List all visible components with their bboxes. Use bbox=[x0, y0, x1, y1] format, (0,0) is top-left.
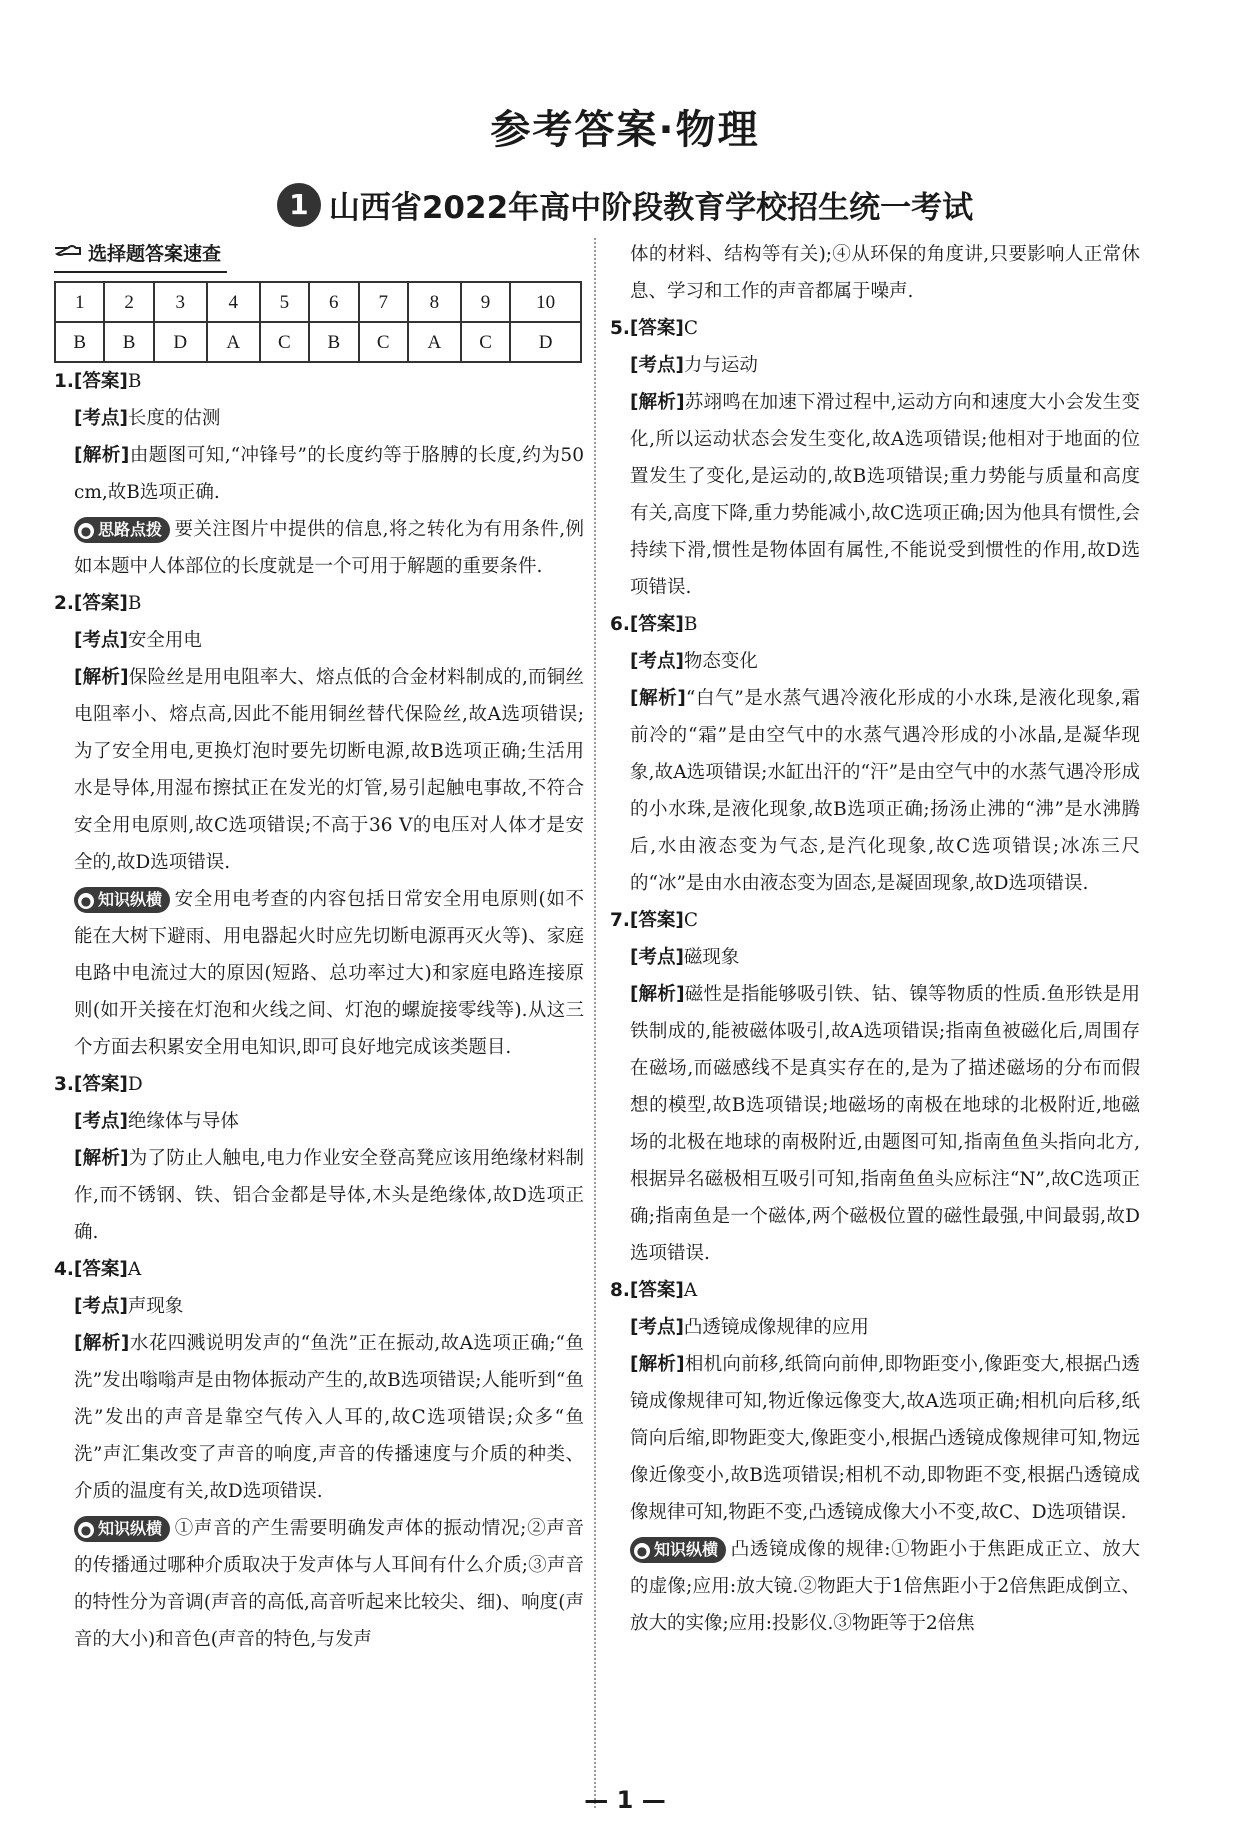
question-number-cell: 8 bbox=[408, 282, 461, 322]
question-number-cell: 4 bbox=[207, 282, 260, 322]
answer-table bbox=[54, 281, 582, 363]
question-number-cell: 7 bbox=[359, 282, 408, 322]
tip-badge: ● 知识纵横 bbox=[630, 1537, 726, 1563]
question-1: 1.[答案]B [考点]长度的估测 [解析]由题图可知,“冲锋号”的长度约等于胳膊的长度,约为50 cm,故B选项正确. ● 思路点拨 要关注图片中提供的信息,将之转化为有用条件,例如本题中人体部位的长度就是一个可用于解题的重要条件. bbox=[54, 371, 584, 577]
exam-title: 山西省2022年高中阶段教育学校招生统一考试 bbox=[328, 190, 974, 226]
answer-cell: A bbox=[207, 322, 260, 362]
exam-number-badge: 1 bbox=[277, 183, 321, 227]
location-pin-icon: ● bbox=[634, 1543, 650, 1559]
question-4-continuation: 体的材料、结构等有关);④从环保的角度讲,只要影响人正常休息、学习和工作的声音都属于噪声. bbox=[630, 244, 1140, 302]
answer-cell: B bbox=[104, 322, 153, 362]
question-number-cell: 1 bbox=[55, 282, 104, 322]
question-4: 4.[答案]A [考点]声现象 [解析]水花四溅说明发声的“鱼洗”正在振动,故A选项正确;“鱼洗”发出嗡嗡声是由物体振动产生的,故B选项错误;人能听到“鱼洗”发出的声音是靠空气传入人耳的,故C选项错误;众多“鱼洗”声汇集改变了声音的响度,声音的传播速度与介质的种类、介质的温度有关,故D选项错误. ● 知识纵横 ①声音的产生需要明确发声体的振动情况;②声音的传播通过哪种介质取决于发声体与人耳间有什么介质;③声音的特性分为音调(声音的高低,高音听起来比较尖、细)、响度(声音的大小)和音色(声音的特色,与发声 bbox=[54, 1259, 584, 1650]
question-number-cell: 10 bbox=[510, 282, 581, 322]
tip-badge: ● 知识纵横 bbox=[74, 887, 170, 913]
answer-cell: C bbox=[260, 322, 309, 362]
tip-badge: ● 思路点拨 bbox=[74, 517, 170, 543]
question-number-cell: 9 bbox=[461, 282, 510, 322]
location-pin-icon: ● bbox=[78, 1522, 94, 1538]
question-8: 8.[答案]A [考点]凸透镜成像规律的应用 [解析]相机向前移,纸筒向前伸,即物距变小,像距变大,根据凸透镜成像规律可知,物近像远像变大,故A选项正确;相机向后移,纸筒向后缩,即物距变大,像距变小,根据凸透镜成像规律可知,物远像近像变小,故B选项错误;相机不动,即物距不变,根据凸透镜成像规律可知,物距不变,凸透镜成像大小不变,故C、D选项错误. ● 知识纵横 凸透镜成像的规律:①物距小于焦距成正立、放大的虚像;应用:放大镜.②物距大于1倍焦距小于2倍焦距成倒立、放大的实像;应用:投影仪.③物距等于2倍焦 bbox=[610, 1280, 1140, 1634]
location-pin-icon: ● bbox=[78, 893, 94, 909]
answer-cell: A bbox=[408, 322, 461, 362]
page-title: 参考答案·物理 bbox=[490, 107, 760, 153]
question-number-cell: 6 bbox=[309, 282, 358, 322]
question-number-cell: 2 bbox=[104, 282, 153, 322]
tip-badge: ● 知识纵横 bbox=[74, 1516, 170, 1542]
pointing-hand-icon bbox=[54, 237, 82, 271]
quick-answer-heading bbox=[54, 237, 227, 273]
question-7: 7.[答案]C [考点]磁现象 [解析]磁性是指能够吸引铁、钴、镍等物质的性质.鱼形铁是用铁制成的,能被磁体吸引,故A选项错误;指南鱼被磁化后,周围存在磁场,而磁感线不是真实存在的,是为了描述磁场的分布而假想的模型,故B选项错误;地磁场的南极在地球的北极附近,地磁场的北极在地球的南极附近,由题图可知,指南鱼鱼头指向北方,根据异名磁极相互吸引可知,指南鱼鱼头应标注“N”,故C选项正确;指南鱼是一个磁体,两个磁极位置的磁性最强,中间最弱,故D选项错误. bbox=[610, 910, 1140, 1264]
answer-cell: C bbox=[461, 322, 510, 362]
answer-cell: D bbox=[510, 322, 581, 362]
location-pin-icon: ● bbox=[78, 523, 94, 539]
question-6: 6.[答案]B [考点]物态变化 [解析]“白气”是水蒸气遇冷液化形成的小水珠,是液化现象,霜前冷的“霜”是由空气中的水蒸气遇冷形成的小冰晶,是凝华现象,故A选项错误;水缸出汗的“汗”是由空气中的水蒸气遇冷形成的小水珠,是液化现象,故B选项正确;扬汤止沸的“沸”是水沸腾后,水由液态变为气态,是汽化现象,故C选项错误;冰冻三尺的“冰”是由水由液态变为固态,是凝固现象,故D选项错误. bbox=[610, 614, 1140, 894]
question-5: 5.[答案]C [考点]力与运动 [解析]苏翊鸣在加速下滑过程中,运动方向和速度大小会发生变化,所以运动状态会发生变化,故A选项错误;他相对于地面的位置发生了变化,是运动的,故B选项错误;重力势能与质量和高度有关,高度下降,重力势能减小,故C选项正确;因为他具有惯性,会持续下滑,惯性是物体固有属性,不能说受到惯性的作用,故D选项错误. bbox=[610, 318, 1140, 598]
right-column bbox=[610, 236, 1140, 1642]
answer-cell: B bbox=[55, 322, 104, 362]
exam-subtitle bbox=[0, 182, 1250, 227]
answer-cell: B bbox=[309, 322, 358, 362]
table-row bbox=[55, 322, 581, 362]
page-number: — 1 — bbox=[584, 1786, 666, 1814]
quick-answer-heading-text: 选择题答案速查 bbox=[88, 243, 222, 265]
column-divider bbox=[594, 238, 596, 1808]
question-number-cell: 5 bbox=[260, 282, 309, 322]
question-2: 2.[答案]B [考点]安全用电 [解析]保险丝是用电阻率大、熔点低的合金材料制成的,而铜丝电阻率小、熔点高,因此不能用铜丝替代保险丝,故A选项错误;为了安全用电,更换灯泡时要先切断电源,故B选项正确;生活用水是导体,用湿布擦拭正在发光的灯管,易引起触电事故,不符合安全用电原则,故C选项错误;不高于36 V的电压对人体才是安全的,故D选项错误. ● 知识纵横 安全用电考查的内容包括日常安全用电原则(如不能在大树下避雨、用电器起火时应先切断电源再灭火等)、家庭电路中电流过大的原因(短路、总功率过大)和家庭电路连接原则(如开关接在灯泡和火线之间、灯泡的螺旋接零线等).从这三个方面去积累安全用电知识,即可良好地完成该类题目. bbox=[54, 593, 584, 1058]
question-3: 3.[答案]D [考点]绝缘体与导体 [解析]为了防止人触电,电力作业安全登高凳应该用绝缘材料制作,而不锈钢、铁、铝合金都是导体,木头是绝缘体,故D选项正确. bbox=[54, 1074, 584, 1243]
table-row bbox=[55, 282, 581, 322]
answer-cell: C bbox=[359, 322, 408, 362]
question-number-cell: 3 bbox=[154, 282, 207, 322]
left-column bbox=[54, 236, 584, 1658]
answer-cell: D bbox=[154, 322, 207, 362]
